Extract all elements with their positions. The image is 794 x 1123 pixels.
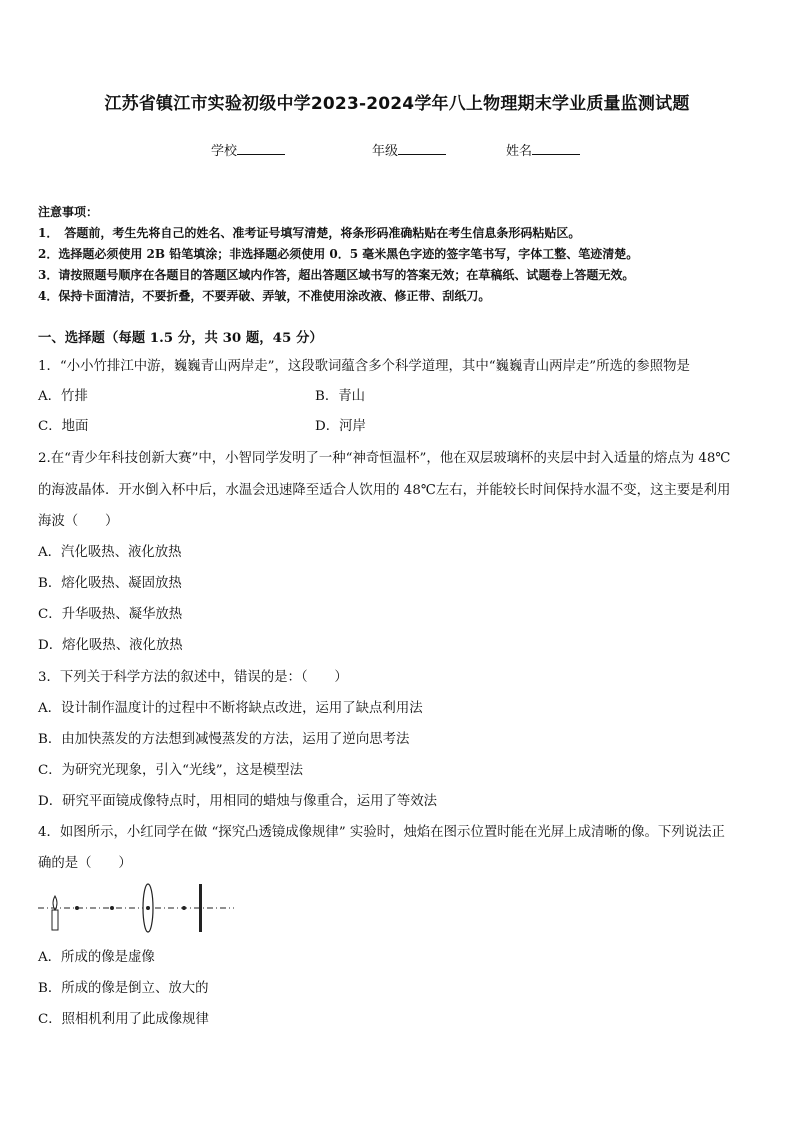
q4-option-c: C．照相机利用了此成像规律 [38, 1012, 209, 1027]
school-field [211, 140, 285, 159]
school-blank[interactable] [237, 142, 285, 155]
note-item-4: 4．保持卡面清洁，不要折叠，不要弄破、弄皱，不准使用涂改液、修正带、刮纸刀。 [38, 289, 491, 303]
q4-option-a: A．所成的像是虚像 [38, 950, 155, 965]
grade-label: 年级 [372, 144, 399, 159]
q3-stem: 3．下列关于科学方法的叙述中，错误的是：（ ） [38, 670, 348, 685]
q4-stem-line-1: 4．如图所示，小红同学在做 “探究凸透镜成像规律” 实验时，烛焰在图示位置时能在光屏上成清晰的像。下列说法正 [38, 825, 725, 840]
q4-stem-line-2: 确的是（ ） [38, 856, 132, 871]
notes-section [38, 203, 758, 307]
q1-option-b: B．青山 [315, 389, 366, 404]
q2-option-a: A．汽化吸热、液化放热 [38, 545, 182, 560]
focal-point-marker [110, 906, 114, 910]
q2-stem-line-1: 2.在“青少年科技创新大赛”中，小智同学发明了一种“神奇恒温杯”，他在双层玻璃杯的夹层中封入适量的熔点为 48℃ [38, 451, 731, 466]
name-blank[interactable] [532, 142, 580, 155]
school-label: 学校 [211, 144, 238, 159]
section-heading: 一、选择题（每题 1.5 分，共 30 题，45 分） [38, 330, 323, 346]
note-item-2: 2．选择题必须使用 2B 铅笔填涂；非选择题必须使用 0．5 毫米黑色字迹的签字笔书写，字体工整、笔迹清楚。 [38, 247, 639, 261]
q3-option-d: D．研究平面镜成像特点时，用相同的蜡烛与像重合，运用了等效法 [38, 794, 438, 809]
q2-option-c: C．升华吸热、凝华放热 [38, 607, 183, 622]
grade-blank[interactable] [398, 142, 446, 155]
q2-option-b: B．熔化吸热、凝固放热 [38, 576, 182, 591]
q2-stem-line-2: 的海波晶体．开水倒入杯中后，水温会迅速降至适合人饮用的 48℃左右，并能较长时间保持水温不变，这主要是利用 [38, 483, 731, 498]
note-item-1: 1． 答题前，考生先将自己的姓名、准考证号填写清楚，将条形码准确粘贴在考生信息条形码粘贴区。 [38, 226, 581, 240]
name-label: 姓名 [506, 144, 533, 159]
q4-option-b: B．所成的像是倒立、放大的 [38, 981, 209, 996]
exam-title: 江苏省镇江市实验初级中学2023-2024学年八上物理期末学业质量监测试题 [104, 94, 690, 114]
notes-heading: 注意事项： [38, 205, 99, 219]
q1-option-a: A．竹排 [38, 389, 88, 404]
grade-field [372, 140, 446, 159]
focal-point-marker [75, 906, 79, 910]
lens-center-marker [146, 906, 150, 910]
name-field [506, 140, 580, 159]
screen-icon [199, 884, 202, 932]
q2-stem-line-3: 海波（ ） [38, 514, 119, 529]
q3-option-c: C．为研究光现象，引入“光线”，这是模型法 [38, 763, 303, 778]
q1-option-d: D．河岸 [315, 419, 366, 434]
candle-icon [52, 910, 58, 930]
q2-option-d: D．熔化吸热、液化放热 [38, 638, 183, 653]
lens-setup-diagram [36, 880, 236, 936]
note-item-3: 3．请按照题号顺序在各题目的答题区域内作答，超出答题区域书写的答案无效；在草稿纸、试题卷上答题无效。 [38, 268, 635, 282]
q1-option-c: C．地面 [38, 419, 89, 434]
q1-stem: 1．“小小竹排江中游，巍巍青山两岸走”，这段歌词蕴含多个科学道理，其中“巍巍青山两岸走”所选的参照物是 [38, 359, 690, 374]
flame-icon [53, 896, 57, 910]
focal-point-marker [182, 906, 186, 910]
q3-option-a: A．设计制作温度计的过程中不断将缺点改进，运用了缺点利用法 [38, 701, 423, 716]
q3-option-b: B．由加快蒸发的方法想到减慢蒸发的方法，运用了逆向思考法 [38, 732, 410, 747]
